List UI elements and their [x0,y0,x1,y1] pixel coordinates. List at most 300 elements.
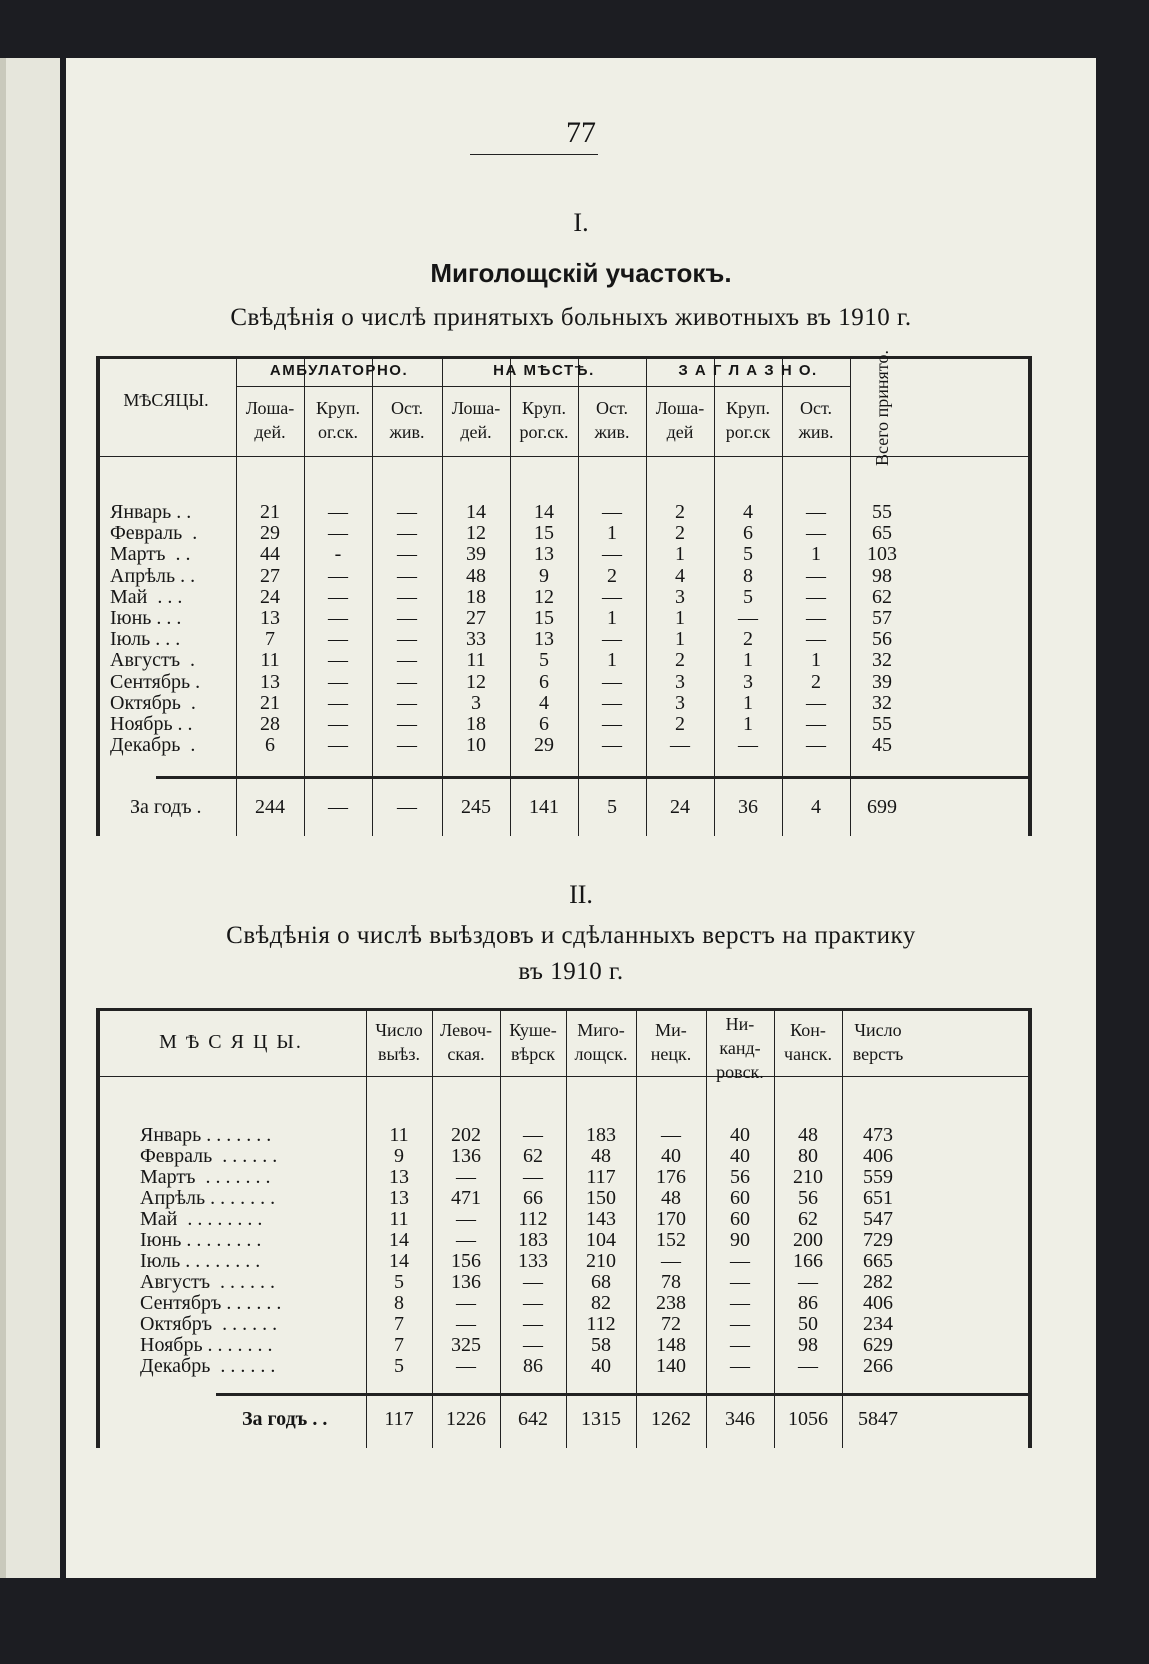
table-cell: 148 [656,1334,686,1356]
table-cell: — [397,564,417,587]
table-cell: — [523,1166,543,1188]
column-header: Ост. жив. [594,398,630,442]
table-cell: 18 [466,713,486,735]
table-cell: — [661,1124,681,1146]
table-cell: 18 [466,585,486,608]
table-cell: — [806,628,826,651]
table-row-month: Іюнь . . . . . . . . [140,1229,262,1251]
table-cell: 13 [534,543,554,566]
section1-heading: Миголощскій участокъ. [430,258,732,288]
total-cell: 1056 [788,1408,828,1430]
table-row-month: Августъ . [110,649,196,672]
table-row-month: Январь . . [110,501,192,523]
section2-number: II. [569,880,593,909]
table-cell: — [456,1229,476,1251]
table-cell: 1 [607,649,617,672]
table-cell: — [738,607,758,629]
table-cell: 3 [743,670,753,693]
table-cell: 98 [872,564,892,587]
book-page [66,58,1096,1578]
table-cell: 65 [872,522,892,545]
table-cell: 29 [534,734,554,757]
table-cell: — [730,1271,750,1293]
table-row-month: Мартъ . . [110,543,191,566]
table-cell: 39 [872,670,892,693]
table-cell: 15 [534,607,554,629]
table-cell: 2 [675,649,685,672]
total-cell: 5847 [858,1408,898,1430]
table-row-month: Іюль . . . [110,628,181,651]
total-row-label: За годъ . . [242,1408,328,1430]
total-cell: 36 [738,796,758,818]
table-cell: — [523,1124,543,1146]
table-cell: 86 [523,1355,543,1377]
table-cell: — [523,1271,543,1293]
table-cell: 156 [451,1250,481,1272]
table-cell: 56 [872,628,892,651]
table-right-border [1028,1008,1032,1448]
table-cell: 14 [389,1250,409,1272]
table-cell: — [328,501,348,523]
column-header: Кон- чанск. [784,1020,832,1064]
column-header: Миго- лощск. [574,1020,628,1064]
trips-table [96,1008,1030,1538]
table-cell: 98 [798,1334,818,1356]
table-cell: 14 [534,501,554,523]
table-cell: — [523,1313,543,1335]
table-cell: — [397,691,417,714]
table-cell: — [523,1334,543,1356]
table-cell: 57 [872,607,892,629]
table-cell: — [397,628,417,651]
table-cell: 62 [798,1208,818,1230]
section1-caption: Свѣдѣнія о числѣ принятыхъ больныхъ животныхъ въ 1910 г. [230,304,912,331]
section1-number: I. [573,208,589,237]
table-cell: 1 [675,628,685,651]
total-cell: 141 [529,796,559,818]
table-cell: 8 [394,1292,404,1314]
table-top-rule [96,1008,1030,1011]
column-header: Ост. жив. [798,398,834,442]
total-cell: — [328,796,348,818]
table-cell: — [456,1292,476,1314]
table-cell: 12 [466,670,486,693]
table-cell: 4 [539,691,549,714]
animals-table [96,350,1030,916]
table-cell: 5 [394,1271,404,1293]
table-cell: 2 [607,564,617,587]
table-cell: 2 [811,670,821,693]
table-cell: — [730,1250,750,1272]
table-right-border [1028,356,1032,836]
column-header: Число верстъ [852,1020,904,1064]
group-underline [646,386,850,387]
table-cell: 547 [863,1208,893,1230]
table-cell: 3 [675,670,685,693]
table-row-month: Ноябрь . . [110,713,193,735]
table-cell: — [397,585,417,608]
table-cell: 143 [586,1208,616,1230]
table-cell: 13 [389,1166,409,1188]
table-cell: 40 [661,1145,681,1167]
total-cell: 346 [725,1408,755,1430]
previous-page-edge [0,58,60,1578]
table-cell: 183 [518,1229,548,1251]
table-cell: 13 [260,670,280,693]
table-cell: 55 [872,713,892,735]
table-cell: 6 [539,713,549,735]
table-cell: - [334,543,342,566]
table-cell: 15 [534,522,554,545]
table-cell: — [328,607,348,629]
table-cell: 56 [798,1187,818,1209]
table-cell: 3 [675,585,685,608]
table-cell: 234 [863,1313,893,1335]
table-row-month: Іюнь . . . [110,607,182,629]
table-cell: 1 [743,713,753,735]
table-cell: — [806,522,826,545]
table-cell: 32 [872,691,892,714]
months-header: МѢСЯЦЫ. [123,390,209,410]
table-cell: 6 [743,522,753,545]
table-cell: 14 [389,1229,409,1251]
table-cell: 68 [591,1271,611,1293]
table-cell: 238 [656,1292,686,1314]
table-cell: 27 [466,607,486,629]
table-cell: 282 [863,1271,893,1293]
table-cell: 90 [730,1229,750,1251]
table-cell: 4 [675,564,685,587]
group-underline [236,386,442,387]
table-cell: — [328,585,348,608]
table-cell: 406 [863,1292,893,1314]
table-cell: — [523,1292,543,1314]
table-row-month: Февраль . . . . . . [140,1145,278,1167]
table-cell: — [602,670,622,693]
total-cell: 5 [607,796,617,818]
table-cell: 40 [730,1145,750,1167]
table-cell: 112 [586,1313,616,1335]
table-cell: — [806,564,826,587]
table-cell: 2 [675,522,685,545]
table-row-month: Май . . . [110,585,183,608]
table-cell: 2 [675,501,685,523]
table-cell: 117 [586,1166,616,1188]
table-cell: 4 [743,501,753,523]
table-cell: 5 [743,543,753,566]
table-cell: 60 [730,1208,750,1230]
table-cell: 86 [798,1292,818,1314]
table-cell: 9 [539,564,549,587]
table-cell: — [456,1166,476,1188]
table-cell: 27 [260,564,280,587]
column-header: Лоша- дей. [245,398,295,442]
table-cell: 325 [451,1334,481,1356]
table-cell: 202 [451,1124,481,1146]
table-cell: 665 [863,1250,893,1272]
table-cell: — [397,713,417,735]
table-cell: — [328,564,348,587]
table-cell: 2 [743,628,753,651]
total-accepted-header: Всего принято. [872,350,892,466]
table-cell: — [806,501,826,523]
table-cell: — [328,670,348,693]
section2-caption-line2: въ 1910 г. [518,958,624,985]
table-row-month: Сентябръ . . . . . . [140,1292,282,1314]
table-cell: 72 [661,1313,681,1335]
table-cell: 10 [466,734,486,757]
group-header: НА МѢСТѢ. [493,362,595,379]
column-header: Число выѣз. [375,1020,423,1064]
column-header: Ни- канд- ровск. [716,1014,764,1082]
table-cell: — [397,670,417,693]
table-cell: 1 [811,543,821,566]
table-cell: 406 [863,1145,893,1167]
table-cell: 62 [523,1145,543,1167]
table-cell: 559 [863,1166,893,1188]
table-cell: — [602,501,622,523]
column-header: Куше- вѣрск [509,1020,557,1064]
table-cell: — [738,734,758,757]
table-cell: — [397,543,417,566]
table-cell: — [602,628,622,651]
table-cell: — [328,522,348,545]
table-cell: 5 [743,585,753,608]
total-cell: 24 [670,796,690,818]
table-cell: 21 [260,501,280,523]
column-header: Круп. рог.ск [725,398,771,442]
table-cell: 50 [798,1313,818,1335]
total-cell: 642 [518,1408,548,1430]
table-cell: — [730,1334,750,1356]
total-cell: 245 [461,796,491,818]
table-row-month: Іюль . . . . . . . . [140,1250,261,1272]
table-cell: 21 [260,691,280,714]
column-header: Круп. ог.ск. [316,398,360,442]
table-cell: 48 [466,564,486,587]
group-header: АМБУЛАТОРНО. [269,362,409,379]
table-cell: 112 [518,1208,548,1230]
table-cell: 24 [260,585,280,608]
table-row-month: Январь . . . . . . . [140,1124,272,1146]
table-row-month: Октябрь . [110,691,196,714]
table-cell: — [328,628,348,651]
table-cell: — [602,691,622,714]
table-cell: — [328,734,348,757]
table-cell: — [397,607,417,629]
column-header: Круп. рог.ск. [519,398,569,442]
table-cell: 39 [466,543,486,566]
table-cell: 12 [466,522,486,545]
table-cell: — [602,585,622,608]
table-cell: 266 [863,1355,893,1377]
table-cell: 7 [394,1334,404,1356]
table-cell: 104 [586,1229,616,1251]
table-cell: — [456,1313,476,1335]
total-cell: 1226 [446,1408,486,1430]
table-cell: 48 [661,1187,681,1209]
table-cell: 44 [260,543,280,566]
table-cell: 11 [466,649,486,672]
table-cell: 629 [863,1334,893,1356]
table-cell: 62 [872,585,892,608]
table-cell: 136 [451,1145,481,1167]
table-cell: 80 [798,1145,818,1167]
table-cell: 1 [743,649,753,672]
table-cell: 48 [591,1145,611,1167]
table-row-month: Май . . . . . . . . [140,1208,263,1230]
table-cell: 40 [591,1355,611,1377]
table-cell: 7 [265,628,275,651]
table-cell: 13 [534,628,554,651]
table-cell: — [397,649,417,672]
table-cell: 13 [389,1187,409,1209]
table-row-month: Августъ . . . . . . [140,1271,276,1293]
table-cell: 183 [586,1124,616,1146]
total-cell: — [397,796,417,818]
table-cell: 1 [675,543,685,566]
total-cell: 1315 [581,1408,621,1430]
table-cell: 1 [743,691,753,714]
table-row-month: Ноябрь . . . . . . . [140,1334,273,1356]
table-cell: 12 [534,585,554,608]
table-cell: 1 [811,649,821,672]
total-cell: 4 [811,796,821,818]
column-header: Левоч- ская. [439,1020,493,1064]
table-cell: — [730,1292,750,1314]
table-cell: 471 [451,1187,481,1209]
table-cell: 729 [863,1229,893,1251]
table-cell: 14 [466,501,486,523]
column-header: Лоша- дей [655,398,705,442]
table-cell: 3 [471,691,481,714]
table-cell: 1 [607,522,617,545]
table-cell: 210 [586,1250,616,1272]
total-cell: 244 [255,796,285,818]
table-cell: — [806,607,826,629]
table-row-month: Декабрь . . . . . . [140,1355,276,1377]
table-cell: — [397,734,417,757]
table-cell: 103 [867,543,897,566]
total-cell: 117 [384,1408,414,1430]
total-cell: 699 [867,796,897,818]
page-number-rule [470,154,598,155]
table-cell: 6 [539,670,549,693]
table-cell: 32 [872,649,892,672]
table-row-month: Февраль . [110,522,198,545]
total-rule [216,1393,1030,1396]
table-cell: — [806,734,826,757]
table-cell: 140 [656,1355,686,1377]
table-cell: 200 [793,1229,823,1251]
table-cell: 651 [863,1187,893,1209]
table-cell: 176 [656,1166,686,1188]
table-cell: 7 [394,1313,404,1335]
column-header: Ост. жив. [389,398,425,442]
table-cell: 136 [451,1271,481,1293]
table-cell: 150 [586,1187,616,1209]
table-cell: 8 [743,564,753,587]
table-cell: 473 [863,1124,893,1146]
total-cell: 1262 [651,1408,691,1430]
table-cell: 60 [730,1187,750,1209]
table-cell: — [397,522,417,545]
table-row-month: Апрѣль . . . . . . . [140,1187,276,1209]
table-cell: 40 [730,1124,750,1146]
table-cell: — [806,713,826,735]
table-cell: 5 [539,649,549,672]
table-cell: — [730,1313,750,1335]
table-cell: 1 [675,607,685,629]
table-cell: 58 [591,1334,611,1356]
table-cell: 56 [730,1166,750,1188]
group-underline [442,386,646,387]
table-cell: — [730,1355,750,1377]
table-cell: 78 [661,1271,681,1293]
table-cell: — [798,1271,818,1293]
table-cell: 11 [260,649,280,672]
table-cell: — [456,1355,476,1377]
column-header: Лоша- дей. [451,398,501,442]
table-cell: — [602,734,622,757]
table-cell: 6 [265,734,275,757]
table-cell: 82 [591,1292,611,1314]
table-cell: — [670,734,690,757]
table-cell: — [602,713,622,735]
table-cell: 11 [389,1124,409,1146]
table-cell: 3 [675,691,685,714]
page-number: 77 [566,116,596,149]
table-cell: 29 [260,522,280,545]
table-cell: — [661,1250,681,1272]
table-cell: 5 [394,1355,404,1377]
table-cell: 11 [389,1208,409,1230]
table-cell: — [806,585,826,608]
table-row-month: Октябръ . . . . . . [140,1313,278,1335]
total-row-label: За годъ . [130,796,202,818]
table-cell: 170 [656,1208,686,1230]
table-cell: 152 [656,1229,686,1251]
table-row-month: Апрѣль . . [110,564,196,587]
table-row-month: Сентябрь . [110,670,201,693]
table-cell: — [602,543,622,566]
table-cell: 9 [394,1145,404,1167]
group-header: З А Г Л А З Н О. [678,362,818,379]
table-cell: — [328,649,348,672]
table-cell: 66 [523,1187,543,1209]
table-cell: 210 [793,1166,823,1188]
table-left-border [96,1008,100,1448]
table-cell: — [806,691,826,714]
header-bottom-rule [96,1076,1030,1077]
table-left-border [96,356,100,836]
table-cell: — [397,501,417,523]
months-header: М Ѣ С Я Ц Ы. [159,1031,303,1053]
table-cell: 55 [872,501,892,523]
table-cell: 2 [675,713,685,735]
section2-caption-line1: Свѣдѣнія о числѣ выѣздовъ и сдѣланныхъ верстъ на практику [226,922,916,949]
table-cell: — [798,1355,818,1377]
column-header: Ми- нецк. [650,1020,692,1064]
table-cell: 166 [793,1250,823,1272]
table-cell: 33 [466,628,486,651]
table-cell: — [328,713,348,735]
table-cell: 13 [260,607,280,629]
total-rule [156,776,1030,779]
table-row-month: Декабрь . [110,734,196,757]
table-cell: — [456,1208,476,1230]
table-cell: 45 [872,734,892,757]
